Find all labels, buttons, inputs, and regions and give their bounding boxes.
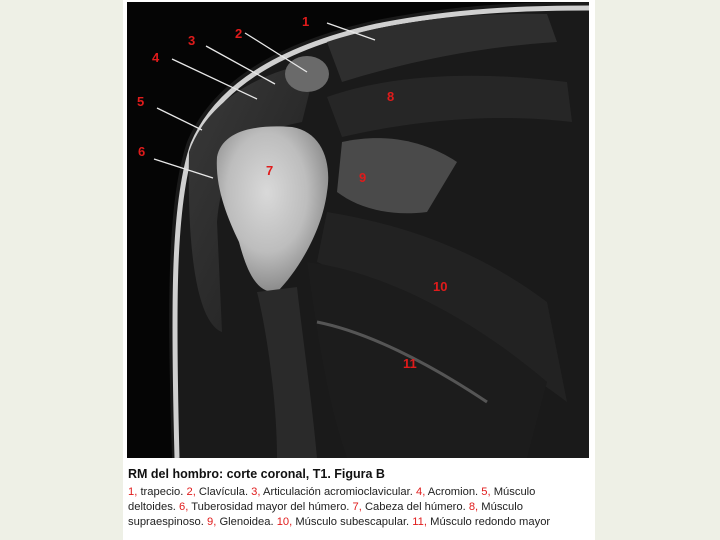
label-1: 1 (302, 14, 310, 29)
legend-number: 4, (415, 486, 426, 498)
legend-number: 3, (251, 486, 261, 498)
label-7: 7 (266, 163, 274, 178)
label-2: 2 (235, 26, 243, 41)
label-11: 11 (403, 356, 417, 371)
legend-text: Músculo supraespinoso. (128, 501, 523, 528)
legend-text: Articulación acromioclavicular. (260, 486, 416, 498)
legend-text: Acromion. (425, 486, 482, 498)
legend-text: Cabeza del húmero. (361, 501, 469, 513)
legend-number: 6, (179, 501, 189, 513)
legend-text: Músculo redondo mayor (427, 516, 551, 528)
legend-number: 7, (352, 501, 362, 513)
caption-title: RM del hombro: corte coronal, T1. Figura B (128, 467, 385, 481)
legend-text: Músculo deltoides. (128, 486, 536, 513)
legend-number: 9, (207, 516, 217, 528)
legend-text: Tuberosidad mayor del húmero. (188, 501, 353, 513)
legend-text: trapecio. (137, 486, 187, 498)
legend-number: 11, (412, 516, 428, 528)
legend-number: 2, (186, 486, 196, 498)
mri-shoulder-scan (127, 2, 589, 458)
legend-number: 10, (276, 516, 293, 528)
legend-text: Músculo subescapular. (292, 516, 413, 528)
label-10: 10 (433, 279, 448, 294)
legend-number: 5, (481, 486, 491, 498)
mri-image (127, 2, 589, 458)
legend-text: Clavícula. (195, 486, 252, 498)
label-5: 5 (137, 94, 145, 109)
label-8: 8 (387, 89, 395, 104)
figure-panel (123, 0, 595, 540)
legend-text: Glenoidea. (216, 516, 277, 528)
label-3: 3 (188, 33, 196, 48)
legend-number: 1, (128, 486, 138, 498)
caption-legend (128, 485, 586, 530)
label-9: 9 (359, 170, 367, 185)
label-4: 4 (152, 50, 160, 65)
label-6: 6 (138, 144, 146, 159)
legend-number: 8, (468, 501, 479, 513)
